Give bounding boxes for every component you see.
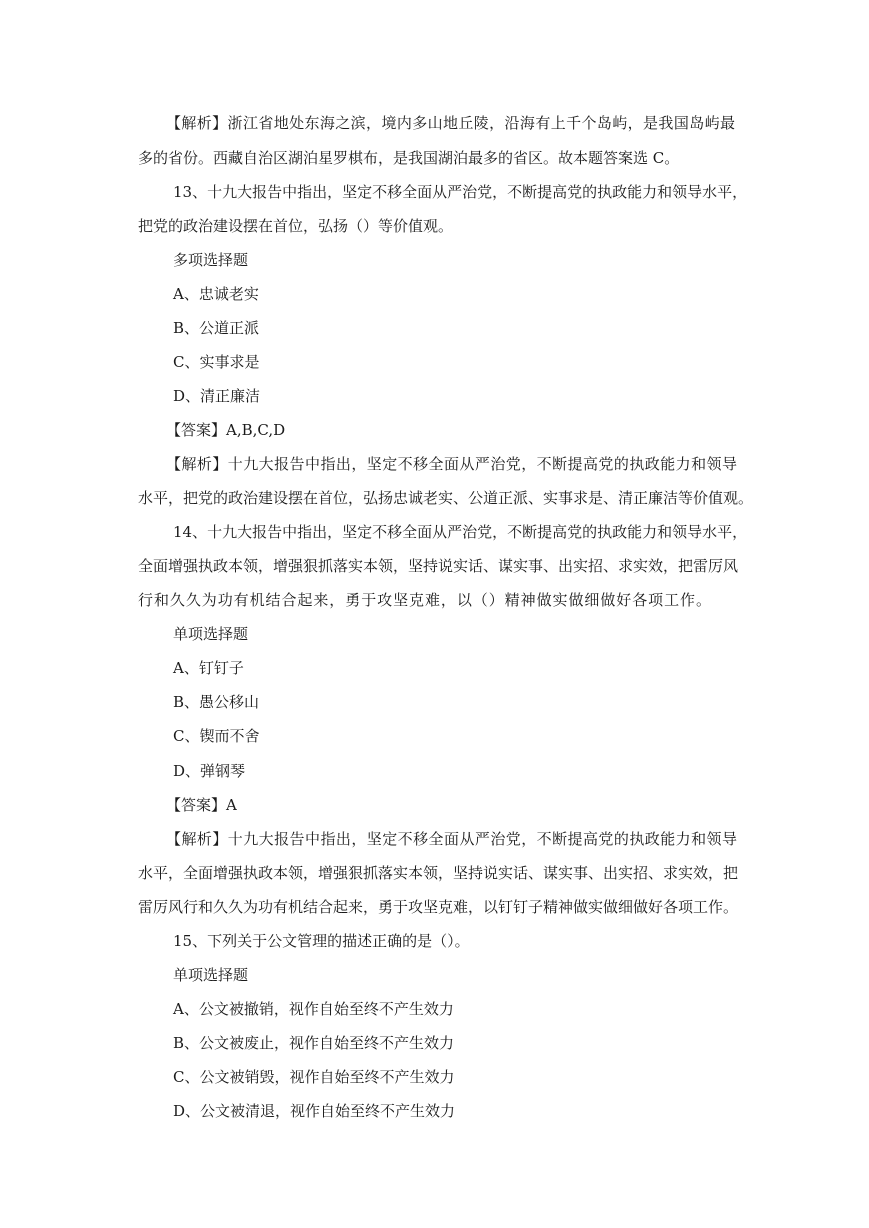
q12-analysis-line-1: 【解析】浙江省地处东海之滨，境内多山地丘陵，沿海有上千个岛屿，是我国岛屿最 — [166, 114, 735, 132]
q14-analysis-line-3: 雷厉风行和久久为功有机结合起来，勇于攻坚克难，以钉钉子精神做实做细做好各项工作。 — [138, 898, 739, 916]
q14-analysis-line-2: 水平，全面增强执政本领，增强狠抓落实本领，坚持说实话、谋实事、出实招、求实效，把 — [138, 864, 739, 882]
q15-option-d: D、公文被清退，视作自始至终不产生效力 — [173, 1102, 456, 1120]
q15-option-c: C、公文被销毁，视作自始至终不产生效力 — [173, 1068, 455, 1086]
q13-option-d: D、清正廉洁 — [173, 387, 261, 405]
q14-stem-line-3: 行和久久为功有机结合起来，勇于攻坚克难，以（）精神做实做细做好各项工作。 — [138, 591, 711, 609]
q14-stem-line-2: 全面增强执政本领，增强狠抓落实本领，坚持说实话、谋实事、出实招、求实效，把雷厉风 — [138, 557, 739, 575]
q14-analysis-line-1: 【解析】十九大报告中指出，坚定不移全面从严治党，不断提高党的执政能力和领导 — [166, 830, 737, 848]
q15-option-b: B、公文被废止，视作自始至终不产生效力 — [173, 1034, 455, 1052]
q14-option-a: A、钉钉子 — [173, 659, 244, 677]
q13-answer: 【答案】A,B,C,D — [166, 421, 286, 439]
q14-option-b: B、愚公移山 — [173, 693, 260, 711]
q13-stem-line-1: 13、十九大报告中指出，坚定不移全面从严治党，不断提高党的执政能力和领导水平， — [173, 183, 748, 201]
q13-analysis-line-2: 水平，把党的政治建设摆在首位，弘扬忠诚老实、公道正派、实事求是、清正廉洁等价值观。 — [138, 489, 754, 507]
q13-option-b: B、公道正派 — [173, 319, 260, 337]
q12-analysis-line-2: 多的省份。西藏自治区湖泊星罗棋布，是我国湖泊最多的省区。故本题答案选 C。 — [138, 149, 680, 167]
q13-option-a: A、忠诚老实 — [173, 285, 259, 303]
q13-stem-line-2: 把党的政治建设摆在首位，弘扬（）等价值观。 — [138, 217, 454, 235]
q13-analysis-line-1: 【解析】十九大报告中指出，坚定不移全面从严治党，不断提高党的执政能力和领导 — [166, 455, 737, 473]
q13-option-c: C、实事求是 — [173, 353, 260, 371]
q14-answer: 【答案】A — [166, 796, 237, 814]
q13-type-label: 多项选择题 — [173, 251, 249, 269]
q14-stem-line-1: 14、十九大报告中指出，坚定不移全面从严治党，不断提高党的执政能力和领导水平， — [173, 523, 748, 541]
q15-type-label: 单项选择题 — [173, 966, 249, 984]
q14-option-d: D、弹钢琴 — [173, 762, 246, 780]
q14-type-label: 单项选择题 — [173, 625, 249, 643]
q14-option-c: C、锲而不舍 — [173, 727, 260, 745]
q15-option-a: A、公文被撤销，视作自始至终不产生效力 — [173, 1000, 454, 1018]
q15-stem: 15、下列关于公文管理的描述正确的是（）。 — [173, 932, 470, 950]
